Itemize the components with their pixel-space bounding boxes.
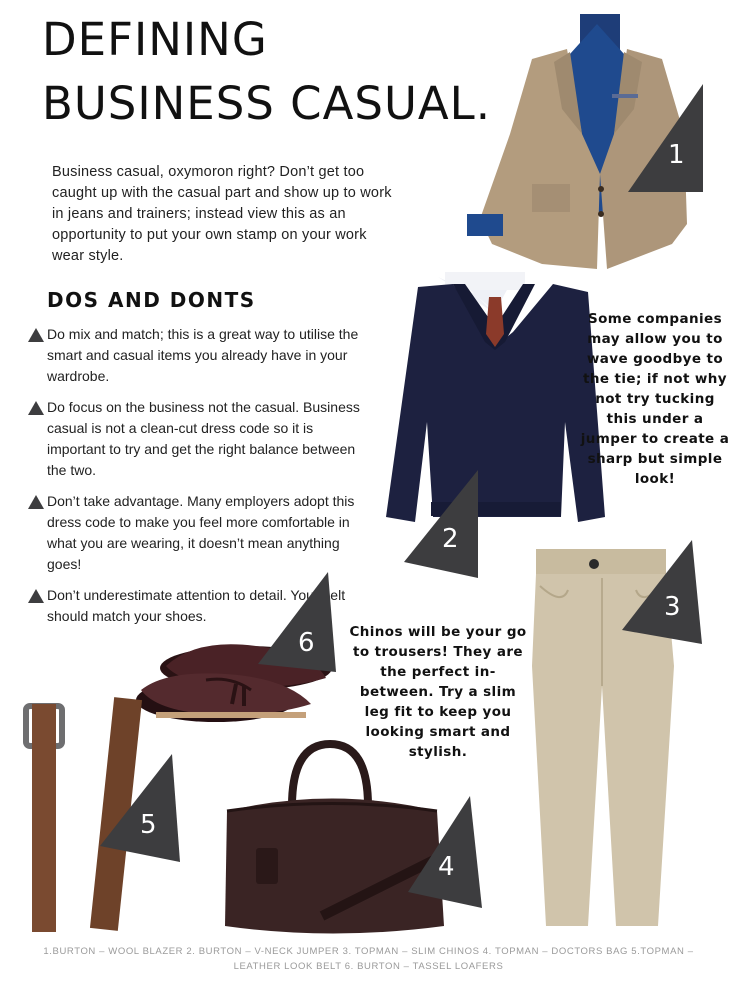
dos-item xyxy=(28,324,368,387)
dos-item xyxy=(28,491,368,575)
chinos-callout: Chinos will be your go to trousers! They are the perfect in-between. Try a slim leg fit to keep you looking smart and stylish. xyxy=(349,624,527,760)
triangle-marker-icon xyxy=(258,572,336,672)
triangle-marker-icon xyxy=(628,84,703,192)
dos-item-text: Do mix and match; this is a great way to utilise the smart and casual items you already have in your wardrobe. xyxy=(47,326,359,384)
marker-1 xyxy=(628,84,703,192)
marker-number: 6 xyxy=(298,628,315,658)
marker-number: 1 xyxy=(668,140,685,170)
marker-2 xyxy=(404,470,478,578)
dos-item xyxy=(28,397,368,481)
marker-4 xyxy=(408,796,482,908)
marker-6 xyxy=(258,572,336,672)
triangle-bullet-icon xyxy=(28,589,44,603)
marker-number: 4 xyxy=(438,852,455,882)
dos-item-text: Do focus on the business not the casual. Business casual is not a clean-cut dress code so it is important to try and get the right balance between the two. xyxy=(47,399,360,478)
marker-5 xyxy=(100,754,180,862)
intro-paragraph: Business casual, oxymoron right? Don’t get too caught up with the casual part and show up to work in jeans and trainers; instead view this as an opportunity to put your own stamp on your work wear style. xyxy=(52,164,392,264)
dos-item-text: Don’t take advantage. Many employers adopt this dress code to make you feel more comfortable in what you are wearing, it doesn’t mean anything goes! xyxy=(47,493,355,572)
title-line-1: DEFINING xyxy=(42,13,268,66)
triangle-bullet-icon xyxy=(28,495,44,509)
marker-number: 5 xyxy=(140,810,157,840)
dos-heading: DOS AND DONTS xyxy=(47,288,256,312)
product-credits-caption: 1.BURTON – WOOL BLAZER 2. BURTON – V-NECK JUMPER 3. TOPMAN – SLIM CHINOS 4. TOPMAN – DOCTORS BAG 5.TOPMAN – LEATHER LOOK BELT 6. BURTON – TASSEL LOAFERS xyxy=(43,946,694,972)
marker-3 xyxy=(622,540,702,644)
triangle-bullet-icon xyxy=(28,328,44,342)
page-title xyxy=(42,8,491,136)
triangle-marker-icon xyxy=(100,754,180,862)
dos-item-text: Don’t underestimate attention to detail. Your belt should match your shoes. xyxy=(47,587,346,624)
tie-callout: Some companies may allow you to wave goodbye to the tie; if not why not try tucking this under a jumper to create a sharp but simple look! xyxy=(580,311,730,487)
triangle-bullet-icon xyxy=(28,401,44,415)
marker-number: 3 xyxy=(664,592,681,622)
triangle-marker-icon xyxy=(622,540,702,644)
triangle-marker-icon xyxy=(404,470,478,578)
marker-number: 2 xyxy=(442,524,459,554)
title-line-2: BUSINESS CASUAL. xyxy=(42,77,492,130)
